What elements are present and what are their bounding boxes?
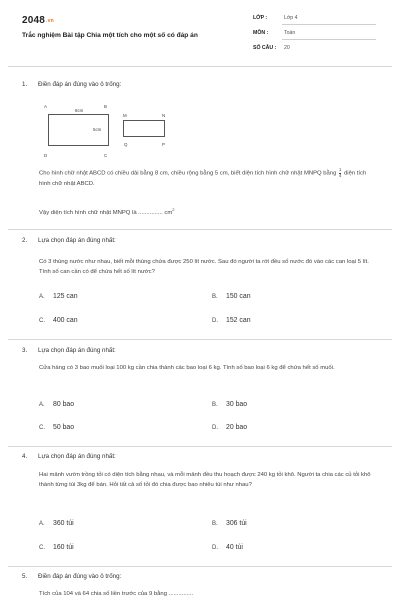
fraction	[339, 168, 341, 178]
option-d[interactable]	[212, 424, 247, 431]
height-label: 5cm	[93, 127, 102, 132]
option-key: B.	[212, 521, 218, 527]
section-divider	[8, 66, 392, 67]
meta-count-value: 20	[284, 45, 290, 51]
option-text: 360 túi	[53, 520, 74, 527]
question-prompt: Lựa chọn đáp án đúng nhất:	[38, 237, 116, 244]
option-text: 160 túi	[53, 544, 74, 551]
meta-subject-label: MÔN :	[253, 30, 269, 36]
option-key: D.	[212, 318, 218, 324]
option-b[interactable]	[212, 520, 247, 527]
question-number: 4.	[22, 453, 28, 460]
option-text: 150 can	[226, 293, 251, 300]
question-1-body	[39, 168, 378, 189]
option-text: 30 bao	[226, 401, 248, 408]
question-prompt: Lựa chọn đáp án đúng nhất:	[38, 347, 116, 354]
option-key: D.	[212, 545, 218, 551]
fraction-numerator: 1	[339, 167, 342, 172]
meta-count	[253, 45, 290, 51]
option-text: 306 túi	[226, 520, 247, 527]
vertex-label-c: C	[104, 153, 108, 158]
question-1-prompt	[22, 80, 378, 90]
option-key: B.	[212, 402, 218, 408]
option-text: 50 bao	[53, 424, 75, 431]
question-prompt: Điền đáp án đúng vào ô trống:	[38, 573, 122, 580]
option-key: A.	[39, 294, 45, 300]
unit-exponent: 2	[172, 207, 175, 212]
vertex-label-m: M	[123, 113, 127, 118]
option-b[interactable]	[212, 401, 247, 408]
option-key: C.	[39, 425, 45, 431]
option-key: C.	[39, 318, 45, 324]
option-text: 152 can	[226, 317, 251, 324]
option-key: C.	[39, 545, 45, 551]
question-number: 5.	[22, 573, 28, 580]
option-text: 80 bao	[53, 401, 75, 408]
option-d[interactable]	[212, 544, 243, 551]
question-text: Cho hình chữ nhật ABCD có chiều dài bằng 8 cm, chiều rộng bằng 5 cm, biết diện tích hình chữ nhật MNPQ bằng	[39, 170, 337, 177]
meta-divider	[282, 39, 376, 40]
option-c[interactable]	[39, 317, 78, 324]
option-d[interactable]	[212, 317, 251, 324]
question-number: 3.	[22, 347, 28, 354]
question-number: 1.	[22, 81, 28, 88]
question-2-prompt	[22, 236, 378, 246]
section-divider	[8, 339, 392, 340]
worksheet-title: Trắc nghiệm Bài tập Chia một tích cho một số có đáp án	[22, 32, 198, 39]
vertex-label-d: D	[44, 153, 48, 158]
section-divider	[8, 566, 392, 567]
question-4-prompt	[22, 452, 378, 462]
option-text: 40 túi	[226, 544, 243, 551]
site-logo[interactable]	[22, 15, 54, 26]
question-text-tail: diện tích hình chữ nhật ABCD.	[39, 170, 367, 187]
option-text: 400 can	[53, 317, 78, 324]
question-5-prompt	[22, 572, 378, 582]
worksheet-header	[0, 0, 400, 60]
question-number: 2.	[22, 237, 28, 244]
vertex-label-q: Q	[124, 142, 128, 147]
question-3-prompt	[22, 346, 378, 356]
question-3-body: Cửa hàng có 3 bao muối loại 100 kg cần chia thành các bao loại 6 kg. Tính số bao loại 6 kg để chứa hết số muối.	[39, 365, 335, 371]
vertex-label-n: N	[162, 113, 166, 118]
option-key: A.	[39, 402, 45, 408]
option-text: 20 bao	[226, 424, 248, 431]
question-5-body[interactable]: Tích của 104 và 64 chia số liền trước của 9 bằng ...............	[39, 591, 194, 597]
logo-text: 2048	[22, 15, 46, 26]
option-text: 125 can	[53, 293, 78, 300]
question-4-body: Hai mảnh vườn trồng tỏi có diện tích bằng nhau, và mỗi mảnh đều thu hoạch được 240 kg tỏi khô. Người ta chia các củ tỏi khô thành từng túi 3kg để bán. Hỏi tất cả số tỏi đó chia được bao nhiêu túi như nhau?	[39, 472, 371, 489]
option-a[interactable]	[39, 293, 78, 300]
rectangle-mnpq	[123, 120, 165, 137]
question-prompt: Điền đáp án đúng vào ô trống:	[38, 81, 122, 88]
width-label: 8cm	[75, 108, 84, 113]
answer-blank-text: Vậy diện tích hình chữ nhật MNPQ là ............... cm	[39, 209, 173, 216]
vertex-label-p: P	[162, 142, 165, 147]
question-1-answer-line[interactable]	[39, 205, 378, 218]
option-c[interactable]	[39, 424, 74, 431]
fraction-denominator: 4	[339, 172, 342, 178]
option-b[interactable]	[212, 293, 251, 300]
option-key: A.	[39, 521, 45, 527]
question-2-body: Có 3 thùng nước như nhau, biết mỗi thùng chứa được 250 lít nước. Sau đó người ta rót đều số nước đó vào các can loại 5 lít. Tính số can cần có để chứa hết số lít nước?	[39, 259, 369, 276]
section-divider	[8, 229, 392, 230]
question-prompt: Lựa chọn đáp án đúng nhất:	[38, 453, 116, 460]
option-key: D.	[212, 425, 218, 431]
logo-suffix: .vn	[46, 18, 54, 24]
section-divider	[8, 446, 392, 447]
option-a[interactable]	[39, 520, 74, 527]
meta-subject	[253, 30, 295, 36]
meta-subject-value: Toán	[284, 30, 296, 36]
meta-class	[253, 15, 298, 21]
meta-class-label: LỚP :	[253, 15, 268, 21]
meta-divider	[282, 24, 376, 25]
option-a[interactable]	[39, 401, 74, 408]
option-key: B.	[212, 294, 218, 300]
vertex-label-a: A	[44, 104, 47, 109]
option-c[interactable]	[39, 544, 74, 551]
meta-class-value: Lớp 4	[284, 15, 298, 21]
meta-count-label: SỐ CÂU :	[253, 45, 277, 51]
vertex-label-b: B	[104, 104, 107, 109]
